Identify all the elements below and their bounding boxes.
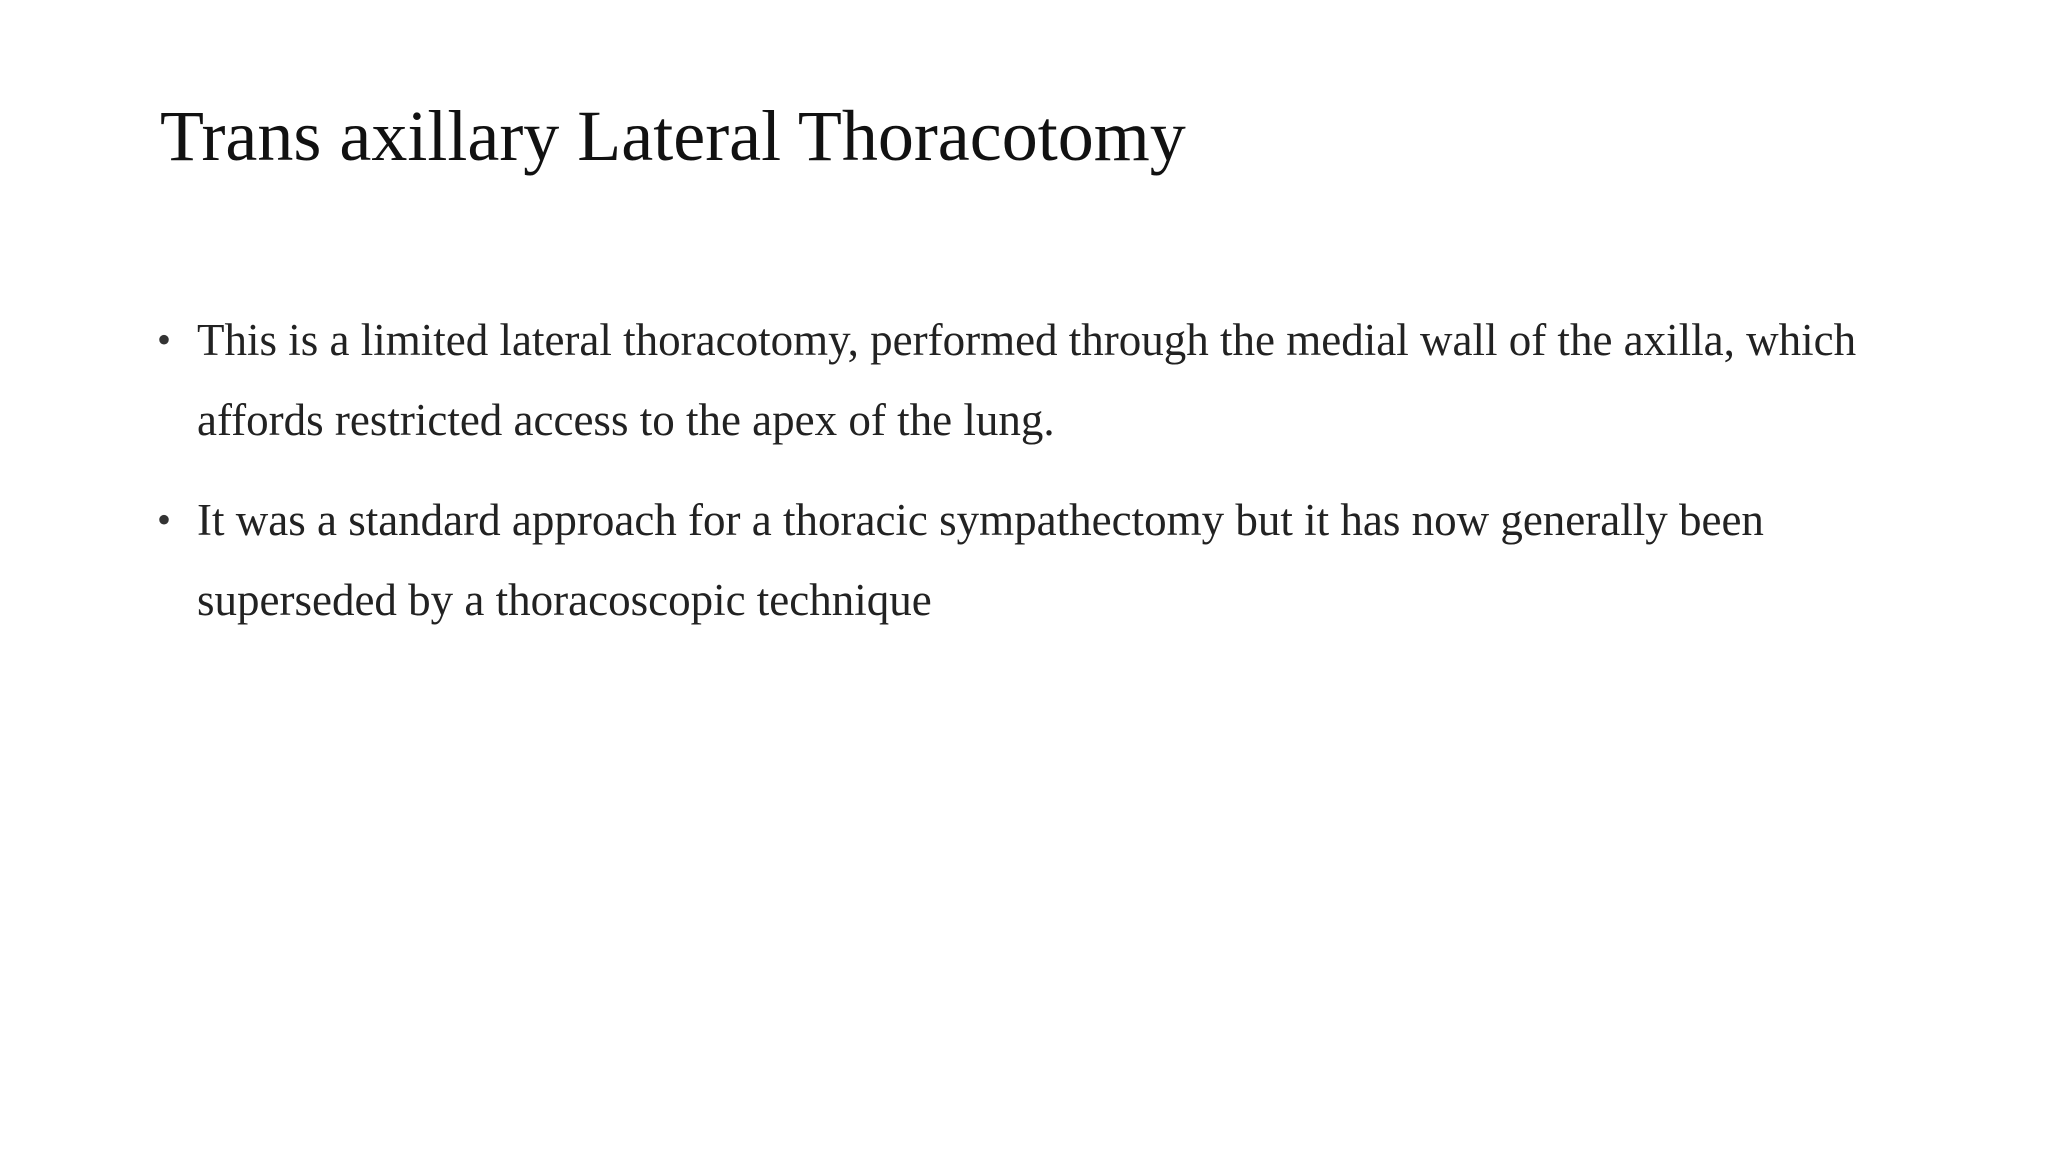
bullet-item bbox=[157, 480, 1897, 640]
bullet-item bbox=[157, 300, 1897, 460]
bullet-icon: • bbox=[157, 497, 172, 542]
bullet-text: This is a limited lateral thoracotomy, performed through the medial wall of the axilla, which affords restricted access to the apex of the lung. bbox=[197, 315, 1857, 445]
bullet-list bbox=[157, 300, 1897, 660]
bullet-text: It was a standard approach for a thoracic sympathectomy but it has now generally been superseded by a thoracoscopic technique bbox=[197, 495, 1764, 625]
bullet-icon: • bbox=[157, 317, 172, 362]
slide-title: Trans axillary Lateral Thoracotomy bbox=[160, 96, 1186, 176]
